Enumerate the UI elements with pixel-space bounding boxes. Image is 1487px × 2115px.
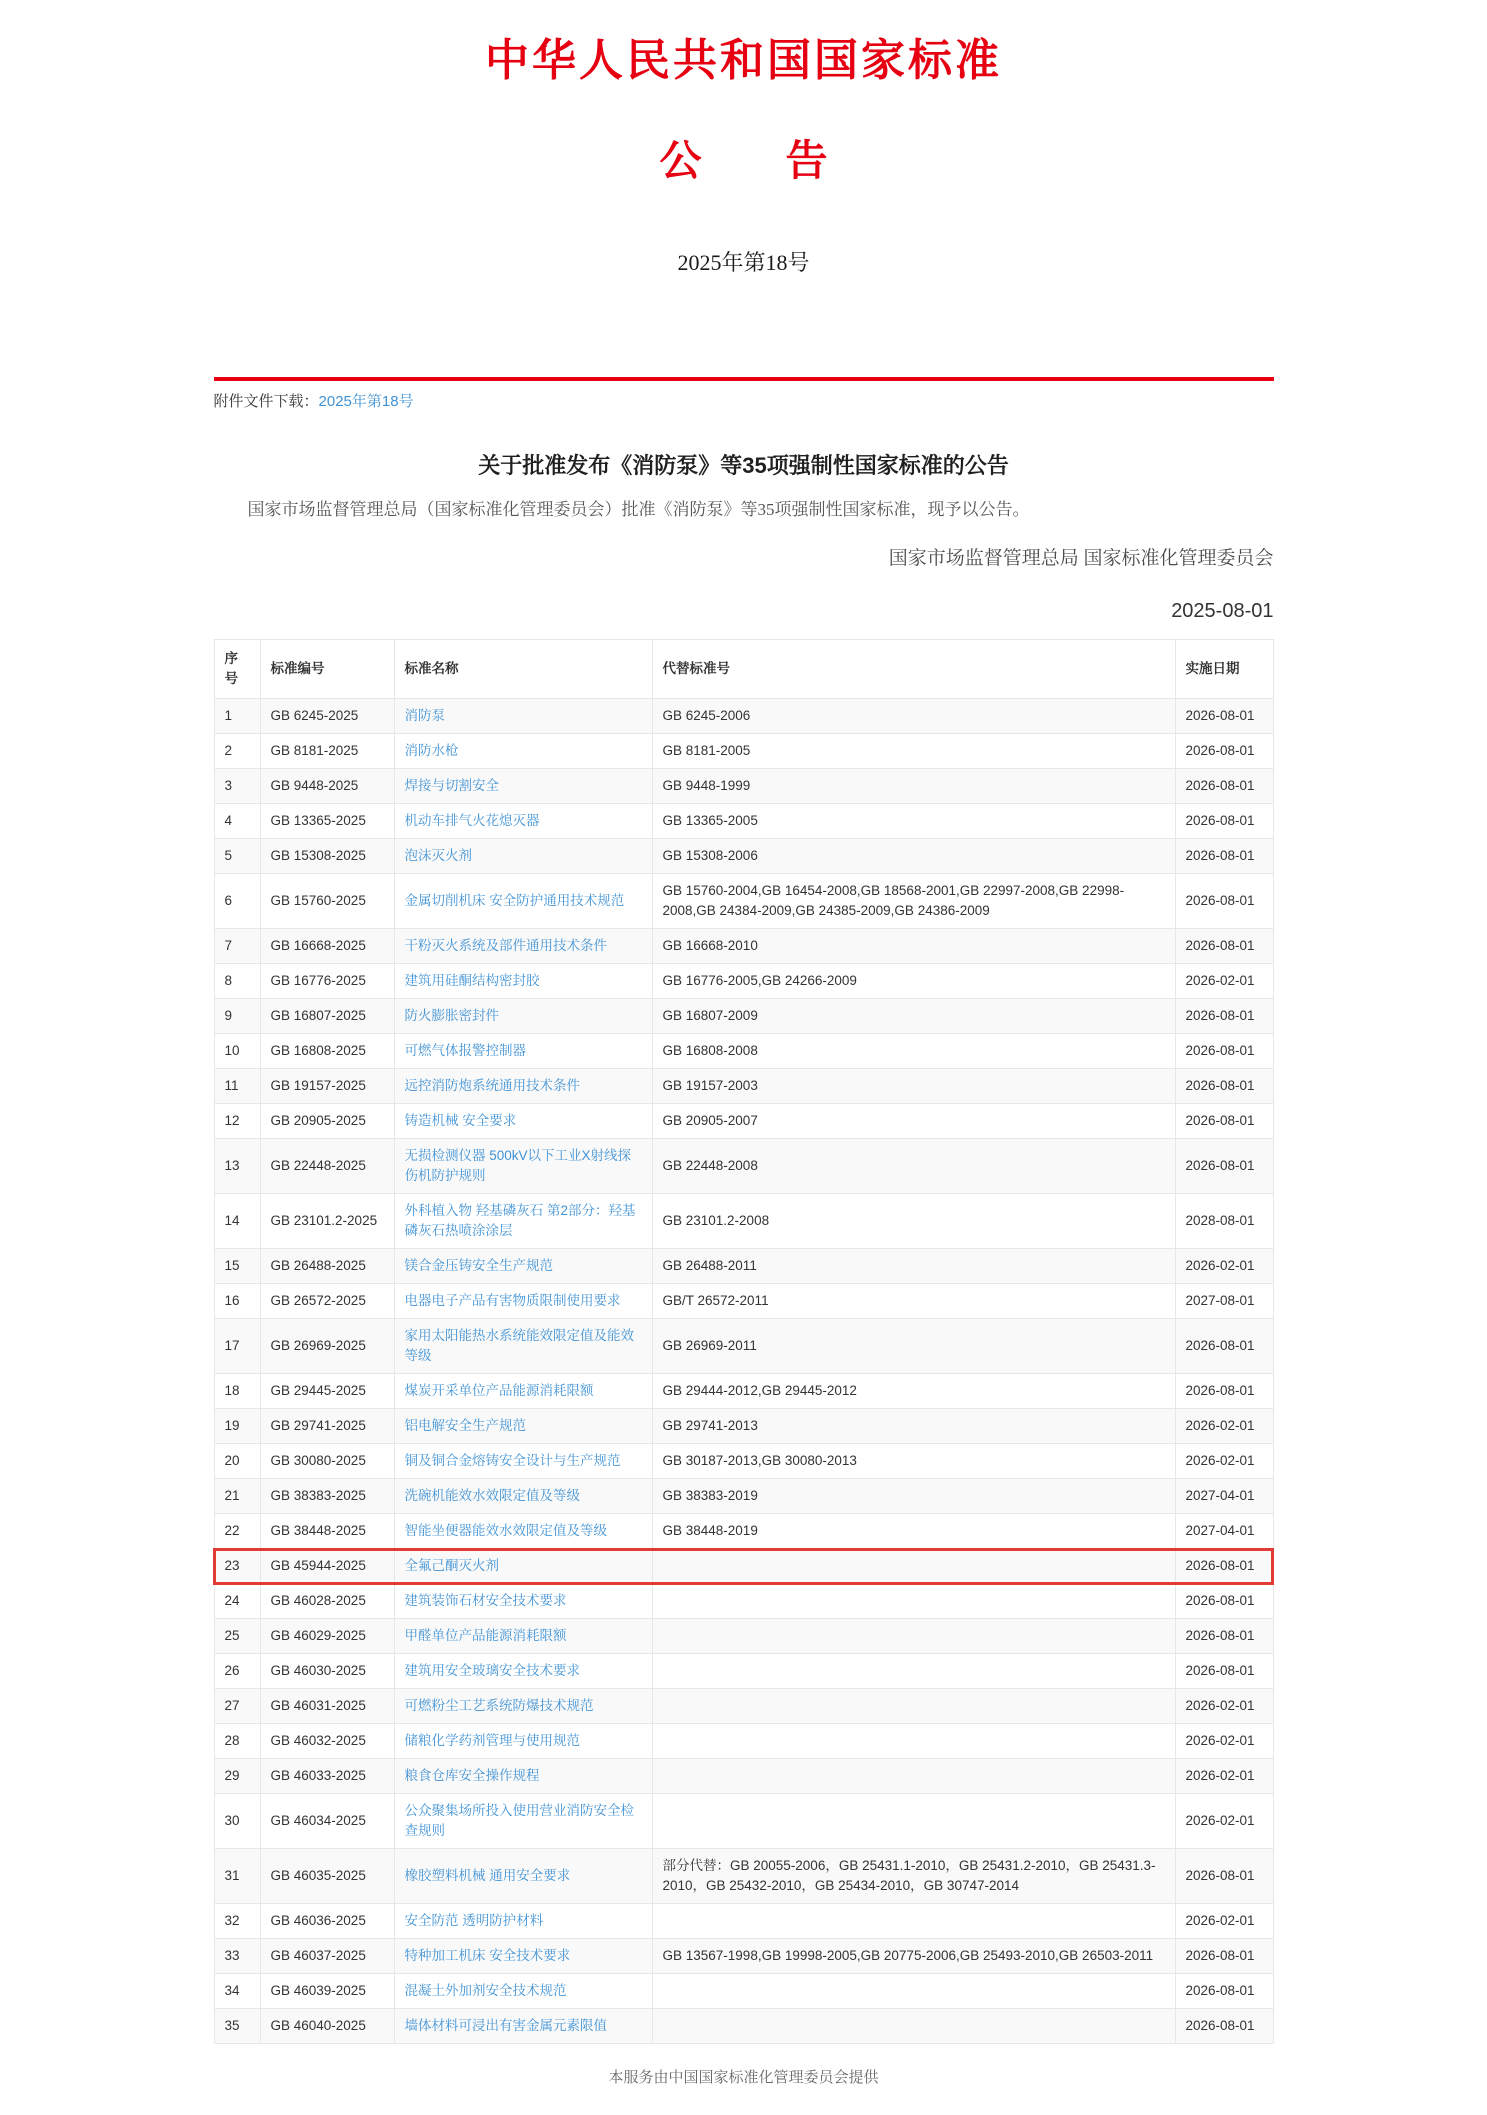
standard-name-link[interactable]: 公众聚集场所投入使用营业消防安全检查规则: [404, 1803, 634, 1839]
implementation-date-cell: 2026-08-01: [1175, 1549, 1273, 1584]
row-index-cell: 13: [214, 1139, 260, 1194]
standard-name-cell: [394, 1194, 652, 1249]
row-index-cell: 25: [214, 1619, 260, 1654]
implementation-date-cell: 2026-02-01: [1175, 1444, 1273, 1479]
replaced-standards-cell: GB 16668-2010: [652, 929, 1175, 964]
attachment-row: [214, 390, 1274, 411]
replaced-standards-cell: GB 22448-2008: [652, 1139, 1175, 1194]
implementation-date-cell: 2026-08-01: [1175, 999, 1273, 1034]
row-index-cell: 23: [214, 1549, 260, 1584]
replaced-standards-cell: GB 29741-2013: [652, 1409, 1175, 1444]
row-index-cell: 3: [214, 769, 260, 804]
standards-table: [214, 639, 1274, 2044]
replaced-standards-cell: GB 15308-2006: [652, 839, 1175, 874]
table-row: [214, 2009, 1273, 2044]
implementation-date-cell: 2026-08-01: [1175, 1654, 1273, 1689]
replaced-standards-cell: [652, 1689, 1175, 1724]
implementation-date-cell: 2026-08-01: [1175, 1104, 1273, 1139]
replaced-standards-cell: [652, 1619, 1175, 1654]
standard-name-cell: [394, 1689, 652, 1724]
table-row: [214, 1034, 1273, 1069]
col-header-name: 标准名称: [394, 640, 652, 699]
row-index-cell: 29: [214, 1759, 260, 1794]
standard-name-link[interactable]: 建筑用硅酮结构密封胶: [404, 973, 540, 989]
table-row-highlighted: [214, 1549, 1273, 1584]
replaced-standards-cell: GB 16808-2008: [652, 1034, 1175, 1069]
replaced-standards-cell: GB 26488-2011: [652, 1249, 1175, 1284]
replaced-standards-cell: GB 6245-2006: [652, 699, 1175, 734]
table-row: [214, 1514, 1273, 1549]
standard-name-cell: [394, 1974, 652, 2009]
issuing-authorities: 国家市场监督管理总局 国家标准化管理委员会: [888, 548, 1274, 570]
table-row: [214, 1374, 1273, 1409]
row-index-cell: 24: [214, 1584, 260, 1619]
replaced-standards-cell: [652, 2009, 1175, 2044]
replaced-standards-cell: [652, 1759, 1175, 1794]
footer-note: 本服务由中国国家标准化管理委员会提供: [608, 2069, 879, 2087]
row-index-cell: 27: [214, 1689, 260, 1724]
replaced-standards-cell: [652, 1724, 1175, 1759]
standard-name-link[interactable]: 消防水枪: [404, 743, 459, 759]
standard-code-cell: GB 38448-2025: [260, 1514, 394, 1549]
replaced-standards-cell: GB 38383-2019: [652, 1479, 1175, 1514]
standard-name-cell: [394, 1549, 652, 1584]
table-row: [214, 964, 1273, 999]
table-row: [214, 1249, 1273, 1284]
table-row: [214, 1759, 1273, 1794]
col-header-date: 实施日期: [1175, 640, 1273, 699]
table-row: [214, 699, 1273, 734]
standard-name-cell: [394, 1319, 652, 1374]
row-index-cell: 8: [214, 964, 260, 999]
implementation-date-cell: 2026-08-01: [1175, 1619, 1273, 1654]
standard-name-cell: [394, 874, 652, 929]
row-index-cell: 12: [214, 1104, 260, 1139]
standard-name-cell: [394, 1284, 652, 1319]
standard-name-link[interactable]: 全氟己酮灭火剂: [404, 1558, 499, 1574]
standard-code-cell: GB 46034-2025: [260, 1794, 394, 1849]
standard-name-link[interactable]: 建筑用安全玻璃安全技术要求: [404, 1663, 580, 1679]
replaced-standards-cell: GB 13567-1998,GB 19998-2005,GB 20775-2006,GB 25493-2010,GB 26503-2011: [652, 1939, 1175, 1974]
col-header-replaced: 代替标准号: [652, 640, 1175, 699]
standard-name-cell: [394, 804, 652, 839]
standard-name-link[interactable]: 储粮化学药剂管理与使用规范: [404, 1733, 580, 1749]
row-index-cell: 33: [214, 1939, 260, 1974]
standard-code-cell: GB 13365-2025: [260, 804, 394, 839]
standard-code-cell: GB 30080-2025: [260, 1444, 394, 1479]
standard-name-link[interactable]: 焊接与切割安全: [404, 778, 499, 794]
standard-code-cell: GB 46033-2025: [260, 1759, 394, 1794]
table-row: [214, 1689, 1273, 1724]
standard-code-cell: GB 46035-2025: [260, 1849, 394, 1904]
standard-code-cell: GB 46029-2025: [260, 1619, 394, 1654]
standard-code-cell: GB 29741-2025: [260, 1409, 394, 1444]
standard-name-link[interactable]: 无损检测仪器 500kV以下工业X射线探伤机防护规则: [404, 1148, 632, 1184]
row-index-cell: 18: [214, 1374, 260, 1409]
standard-name-cell: [394, 1654, 652, 1689]
standard-code-cell: GB 16668-2025: [260, 929, 394, 964]
table-row: [214, 1069, 1273, 1104]
replaced-standards-cell: GB 26969-2011: [652, 1319, 1175, 1374]
table-row: [214, 1974, 1273, 2009]
row-index-cell: 30: [214, 1794, 260, 1849]
implementation-date-cell: 2026-08-01: [1175, 1139, 1273, 1194]
table-row: [214, 839, 1273, 874]
row-index-cell: 20: [214, 1444, 260, 1479]
table-header-row: [214, 640, 1273, 699]
attachment-link[interactable]: 2025年第18号: [318, 393, 414, 410]
standard-name-link[interactable]: 消防泵: [404, 708, 445, 724]
implementation-date-cell: 2026-08-01: [1175, 1034, 1273, 1069]
standard-code-cell: GB 46030-2025: [260, 1654, 394, 1689]
table-header: [214, 640, 1273, 699]
standard-name-cell: [394, 929, 652, 964]
table-row: [214, 1939, 1273, 1974]
notice-paragraph: 国家市场监督管理总局（国家标准化管理委员会）批准《消防泵》等35项强制性国家标准，现予以公告。: [247, 500, 1030, 519]
standard-name-cell: [394, 1584, 652, 1619]
replaced-standards-cell: GB 19157-2003: [652, 1069, 1175, 1104]
replaced-standards-cell: GB 29444-2012,GB 29445-2012: [652, 1374, 1175, 1409]
implementation-date-cell: 2026-02-01: [1175, 1904, 1273, 1939]
standard-code-cell: GB 6245-2025: [260, 699, 394, 734]
row-index-cell: 9: [214, 999, 260, 1034]
standard-name-cell: [394, 1759, 652, 1794]
standard-name-cell: [394, 1139, 652, 1194]
standard-code-cell: GB 16808-2025: [260, 1034, 394, 1069]
standard-name-cell: [394, 1849, 652, 1904]
table-row: [214, 1849, 1273, 1904]
standard-code-cell: GB 15760-2025: [260, 874, 394, 929]
standard-code-cell: GB 46040-2025: [260, 2009, 394, 2044]
standard-name-cell: [394, 1904, 652, 1939]
table-row: [214, 1284, 1273, 1319]
implementation-date-cell: 2027-08-01: [1175, 1284, 1273, 1319]
row-index-cell: 14: [214, 1194, 260, 1249]
standard-name-cell: [394, 999, 652, 1034]
standard-name-cell: [394, 839, 652, 874]
implementation-date-cell: 2026-02-01: [1175, 1724, 1273, 1759]
standards-table-body: [214, 699, 1273, 2044]
standard-code-cell: GB 45944-2025: [260, 1549, 394, 1584]
table-row: [214, 1139, 1273, 1194]
standard-name-link[interactable]: 外科植入物 羟基磷灰石 第2部分：羟基磷灰石热喷涂涂层: [404, 1203, 636, 1239]
implementation-date-cell: 2026-02-01: [1175, 964, 1273, 999]
replaced-standards-cell: GB 16807-2009: [652, 999, 1175, 1034]
standard-name-link[interactable]: 可燃粉尘工艺系统防爆技术规范: [404, 1698, 594, 1714]
implementation-date-cell: 2026-08-01: [1175, 1849, 1273, 1904]
standard-name-link[interactable]: 防火膨胀密封件: [404, 1008, 499, 1024]
standard-name-cell: [394, 1409, 652, 1444]
row-index-cell: 15: [214, 1249, 260, 1284]
row-index-cell: 34: [214, 1974, 260, 2009]
row-index-cell: 19: [214, 1409, 260, 1444]
row-index-cell: 21: [214, 1479, 260, 1514]
row-index-cell: 5: [214, 839, 260, 874]
table-row: [214, 1409, 1273, 1444]
standard-code-cell: GB 26572-2025: [260, 1284, 394, 1319]
row-index-cell: 31: [214, 1849, 260, 1904]
row-index-cell: 10: [214, 1034, 260, 1069]
table-row: [214, 999, 1273, 1034]
standard-name-link[interactable]: 可燃气体报警控制器: [404, 1043, 526, 1059]
standard-name-link[interactable]: 墙体材料可浸出有害金属元素限值: [404, 2018, 607, 2034]
implementation-date-cell: 2027-04-01: [1175, 1479, 1273, 1514]
standard-code-cell: GB 23101.2-2025: [260, 1194, 394, 1249]
table-row: [214, 1584, 1273, 1619]
standard-code-cell: GB 46032-2025: [260, 1724, 394, 1759]
standard-code-cell: GB 46028-2025: [260, 1584, 394, 1619]
standard-name-link[interactable]: 电器电子产品有害物质限制使用要求: [404, 1293, 621, 1309]
replaced-standards-cell: GB 9448-1999: [652, 769, 1175, 804]
standard-name-link[interactable]: 金属切削机床 安全防护通用技术规范: [404, 893, 625, 909]
replaced-standards-cell: [652, 1584, 1175, 1619]
issue-number: 2025年第18号: [677, 250, 810, 275]
replaced-standards-cell: [652, 1974, 1175, 2009]
row-index-cell: 28: [214, 1724, 260, 1759]
replaced-standards-cell: GB 20905-2007: [652, 1104, 1175, 1139]
replaced-standards-cell: GB 13365-2005: [652, 804, 1175, 839]
row-index-cell: 7: [214, 929, 260, 964]
standard-name-link[interactable]: 铝电解安全生产规范: [404, 1418, 526, 1434]
notice-title: 关于批准发布《消防泵》等35项强制性国家标准的公告: [478, 453, 1009, 478]
table-row: [214, 1724, 1273, 1759]
standard-name-link[interactable]: 橡胶塑料机械 通用安全要求: [404, 1868, 571, 1884]
standard-code-cell: GB 46039-2025: [260, 1974, 394, 2009]
standard-name-cell: [394, 1479, 652, 1514]
standard-name-cell: [394, 769, 652, 804]
row-index-cell: 2: [214, 734, 260, 769]
standard-code-cell: GB 15308-2025: [260, 839, 394, 874]
standard-name-cell: [394, 734, 652, 769]
implementation-date-cell: 2026-08-01: [1175, 839, 1273, 874]
table-row: [214, 1794, 1273, 1849]
standard-code-cell: GB 38383-2025: [260, 1479, 394, 1514]
implementation-date-cell: 2026-08-01: [1175, 874, 1273, 929]
row-index-cell: 22: [214, 1514, 260, 1549]
replaced-standards-cell: GB 16776-2005,GB 24266-2009: [652, 964, 1175, 999]
table-row: [214, 929, 1273, 964]
standard-code-cell: GB 16807-2025: [260, 999, 394, 1034]
implementation-date-cell: 2026-02-01: [1175, 1689, 1273, 1724]
standard-name-cell: [394, 699, 652, 734]
replaced-standards-cell: GB/T 26572-2011: [652, 1284, 1175, 1319]
standard-name-cell: [394, 1939, 652, 1974]
implementation-date-cell: 2026-08-01: [1175, 699, 1273, 734]
table-row: [214, 1654, 1273, 1689]
standard-code-cell: GB 26488-2025: [260, 1249, 394, 1284]
standard-name-link[interactable]: 安全防范 透明防护材料: [404, 1913, 544, 1929]
standard-name-link[interactable]: 智能坐便器能效水效限定值及等级: [404, 1523, 607, 1539]
standard-name-link[interactable]: 混凝土外加剂安全技术规范: [404, 1983, 567, 1999]
standard-name-link[interactable]: 特种加工机床 安全技术要求: [404, 1948, 571, 1964]
table-row: [214, 1904, 1273, 1939]
row-index-cell: 32: [214, 1904, 260, 1939]
standard-name-cell: [394, 1724, 652, 1759]
standard-code-cell: GB 22448-2025: [260, 1139, 394, 1194]
implementation-date-cell: 2026-02-01: [1175, 1794, 1273, 1849]
standard-code-cell: GB 46037-2025: [260, 1939, 394, 1974]
standard-code-cell: GB 20905-2025: [260, 1104, 394, 1139]
standard-name-cell: [394, 1619, 652, 1654]
standard-name-cell: [394, 1034, 652, 1069]
table-row: [214, 1194, 1273, 1249]
table-row: [214, 1319, 1273, 1374]
implementation-date-cell: 2026-08-01: [1175, 1374, 1273, 1409]
replaced-standards-cell: GB 8181-2005: [652, 734, 1175, 769]
standard-code-cell: GB 29445-2025: [260, 1374, 394, 1409]
implementation-date-cell: 2026-08-01: [1175, 769, 1273, 804]
row-index-cell: 4: [214, 804, 260, 839]
standard-name-link[interactable]: 远控消防炮系统通用技术条件: [404, 1078, 580, 1094]
publish-date: 2025-08-01: [1171, 600, 1274, 623]
replaced-standards-cell: GB 23101.2-2008: [652, 1194, 1175, 1249]
replaced-standards-cell: GB 15760-2004,GB 16454-2008,GB 18568-2001,GB 22997-2008,GB 22998-2008,GB 24384-2009,GB 24385-2009,GB 24386-2009: [652, 874, 1175, 929]
standard-name-link[interactable]: 铜及铜合金熔铸安全设计与生产规范: [404, 1453, 621, 1469]
replaced-standards-cell: [652, 1794, 1175, 1849]
row-index-cell: 16: [214, 1284, 260, 1319]
standard-name-link[interactable]: 建筑装饰石材安全技术要求: [404, 1593, 567, 1609]
red-divider: [214, 377, 1274, 381]
table-row: [214, 1479, 1273, 1514]
implementation-date-cell: 2026-08-01: [1175, 929, 1273, 964]
announcement-title: 公 告: [659, 139, 828, 185]
standard-name-cell: [394, 1374, 652, 1409]
standard-code-cell: GB 19157-2025: [260, 1069, 394, 1104]
standard-name-cell: [394, 964, 652, 999]
implementation-date-cell: 2026-08-01: [1175, 804, 1273, 839]
standard-name-cell: [394, 1104, 652, 1139]
standard-name-link[interactable]: 机动车排气火花熄灭器: [404, 813, 540, 829]
row-index-cell: 26: [214, 1654, 260, 1689]
implementation-date-cell: 2026-08-01: [1175, 1974, 1273, 2009]
standard-name-link[interactable]: 粮食仓库安全操作规程: [404, 1768, 540, 1784]
standard-name-link[interactable]: 泡沫灭火剂: [404, 848, 472, 864]
standard-name-link[interactable]: 铸造机械 安全要求: [404, 1113, 517, 1129]
implementation-date-cell: 2026-02-01: [1175, 1409, 1273, 1444]
row-index-cell: 6: [214, 874, 260, 929]
row-index-cell: 35: [214, 2009, 260, 2044]
col-header-code: 标准编号: [260, 640, 394, 699]
replaced-standards-cell: [652, 1904, 1175, 1939]
standard-name-cell: [394, 1444, 652, 1479]
document-title: 中华人民共和国国家标准: [485, 36, 1002, 85]
implementation-date-cell: 2026-02-01: [1175, 1249, 1273, 1284]
replaced-standards-cell: 部分代替：GB 20055-2006，GB 25431.1-2010，GB 25431.2-2010，GB 25431.3-2010，GB 25432-2010，GB 25434-2010，GB 30747-2014: [652, 1849, 1175, 1904]
implementation-date-cell: 2026-08-01: [1175, 1319, 1273, 1374]
page-container: [214, 0, 1274, 2087]
table-row: [214, 734, 1273, 769]
replaced-standards-cell: [652, 1654, 1175, 1689]
replaced-standards-cell: GB 30187-2013,GB 30080-2013: [652, 1444, 1175, 1479]
row-index-cell: 17: [214, 1319, 260, 1374]
standard-name-cell: [394, 1514, 652, 1549]
standard-code-cell: GB 16776-2025: [260, 964, 394, 999]
implementation-date-cell: 2026-08-01: [1175, 2009, 1273, 2044]
table-row: [214, 874, 1273, 929]
implementation-date-cell: 2026-08-01: [1175, 1939, 1273, 1974]
implementation-date-cell: 2026-02-01: [1175, 1759, 1273, 1794]
standard-name-link[interactable]: 镁合金压铸安全生产规范: [404, 1258, 553, 1274]
standard-name-link[interactable]: 洗碗机能效水效限定值及等级: [404, 1488, 580, 1504]
standard-name-link[interactable]: 煤炭开采单位产品能源消耗限额: [404, 1383, 594, 1399]
table-row: [214, 769, 1273, 804]
row-index-cell: 11: [214, 1069, 260, 1104]
table-row: [214, 1444, 1273, 1479]
attachment-label: 附件文件下载：: [213, 393, 319, 410]
standard-name-link[interactable]: 甲醛单位产品能源消耗限额: [404, 1628, 567, 1644]
replaced-standards-cell: [652, 1549, 1175, 1584]
implementation-date-cell: 2027-04-01: [1175, 1514, 1273, 1549]
standard-name-link[interactable]: 家用太阳能热水系统能效限定值及能效等级: [404, 1328, 634, 1364]
standard-code-cell: GB 46036-2025: [260, 1904, 394, 1939]
standard-code-cell: GB 46031-2025: [260, 1689, 394, 1724]
standard-name-cell: [394, 2009, 652, 2044]
replaced-standards-cell: GB 38448-2019: [652, 1514, 1175, 1549]
implementation-date-cell: 2028-08-01: [1175, 1194, 1273, 1249]
implementation-date-cell: 2026-08-01: [1175, 1584, 1273, 1619]
implementation-date-cell: 2026-08-01: [1175, 1069, 1273, 1104]
standard-code-cell: GB 26969-2025: [260, 1319, 394, 1374]
table-row: [214, 804, 1273, 839]
standard-code-cell: GB 9448-2025: [260, 769, 394, 804]
table-row: [214, 1104, 1273, 1139]
row-index-cell: 1: [214, 699, 260, 734]
standard-name-link[interactable]: 干粉灭火系统及部件通用技术条件: [404, 938, 607, 954]
standard-name-cell: [394, 1069, 652, 1104]
implementation-date-cell: 2026-08-01: [1175, 734, 1273, 769]
col-header-index: 序号: [214, 640, 260, 699]
standard-name-cell: [394, 1794, 652, 1849]
table-row: [214, 1619, 1273, 1654]
standard-code-cell: GB 8181-2025: [260, 734, 394, 769]
standard-name-cell: [394, 1249, 652, 1284]
